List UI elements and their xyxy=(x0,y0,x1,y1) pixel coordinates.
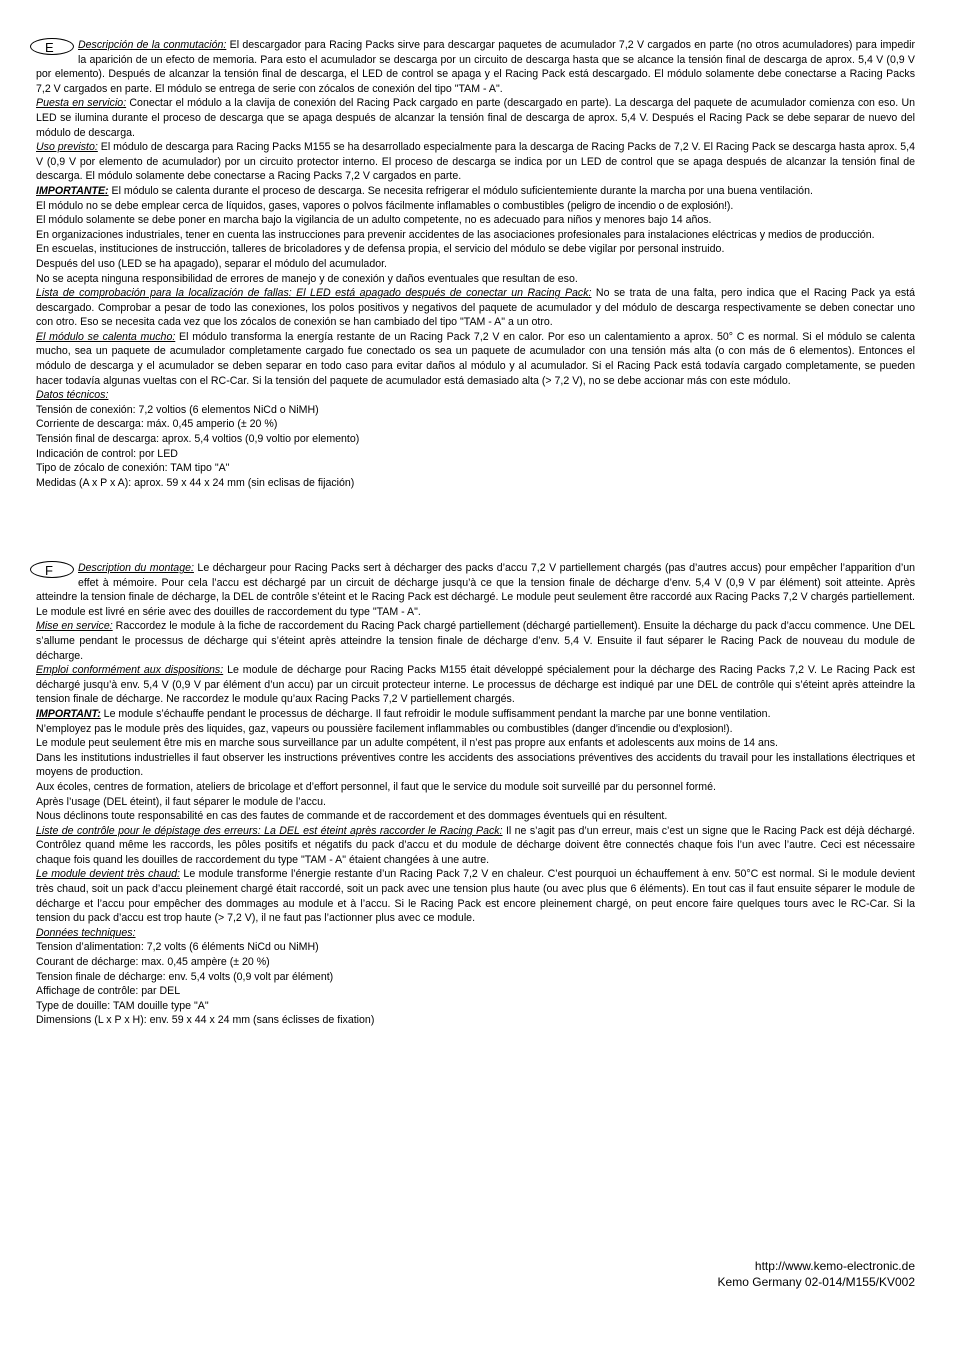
heading-important: IMPORTANT: xyxy=(36,707,101,720)
safety-line-5: Après l’usage (DEL éteint), il faut séparer le module de l’accu. xyxy=(36,795,326,808)
spec-line: Medidas (A x P x A): aprox. 59 x 44 x 24 mm (sin eclisas de fijación) xyxy=(36,476,355,489)
spec-line: Dimensions (L x P x H): env. 59 x 44 x 24 mm (sans éclisses de fixation) xyxy=(36,1014,375,1027)
safety-line-3: Dans les institutions industrielles il faut observer les instructions préventives contre les accidents des associations préventives des accidents du travail pour les installations électriques et moyens de production. xyxy=(36,751,915,779)
language-badge-e: E xyxy=(30,38,74,55)
heading-intended-use: Emploi conformément aux dispositions: xyxy=(36,664,224,677)
text-description: El descargador para Racing Packs sirve para descargar paquetes de acumulador 7,2 V cargados en parte (no otros acumuladores) para impedir la aparición de un efecto de memoria. Para esto el acumulador se descarga por un circuito de descarga hasta que se alcance la tensión final de descarga de aprox. 5,4 V (0,9 V por elemento). Después de alcanzar la tensión final de descarga, el LED de control se apaga y el Racing Pack está descargado. El módulo solamente debe conectarse a Racing Packs 7,2 V cargados en parte. El módulo se entrega de serie con zócalos de conexión del tipo "TAM - A". xyxy=(36,39,915,95)
paragraph-hot-module: El módulo se calenta mucho: El módulo transforma la energía restante de un Racing Pack 7,2 V en calor. Por eso un calentamiento a aprox. 50° C es normal. Si el módulo se calenta mucho, sea un paquete de acumulador completamente cargado fue conectado os sea un paquete de acumulador con una tensión más alta (o con más de 6 elementos). Entonces el módulo de descarga y el acumulador se deben separar en todo caso para evitar daños al módulo y al acumulador. Si el Racing Pack está todavía cargado completamente, se pueden hacer todavía algunas vueltas con el RC-Car. Si la tensión del paquete de acumulador está demasiado alta (> 7,2 V), no se debe accionar más con este módulo. xyxy=(36,330,915,387)
warning-fire-explosion: peligro de incendio o de explosión! xyxy=(570,199,727,212)
heading-startup: Mise en service: xyxy=(36,620,113,633)
emphasis-debe: debe xyxy=(787,111,811,124)
section-spanish xyxy=(36,38,915,490)
heading-important: IMPORTANTE: xyxy=(36,184,109,197)
spec-line: Tensión de conexión: 7,2 voltios (6 elementos NiCd o NiMH) xyxy=(36,403,319,416)
safety-line-1: El módulo no se debe emplear cerca de líquidos, gases, vapores o polvos fácilmente inflamables o combustibles (peligro de incendio o de explosión!). xyxy=(36,199,734,212)
heading-description: Description du montage: xyxy=(78,562,194,574)
paragraph-intended-use: Uso previsto: El módulo de descarga para Racing Packs M155 se ha desarrollado especialmente para la descarga de Racing Packs de 7,2 V. El Racing Pack se descarga hasta aprox. 5,4 V (0,9 V por elemento de acumulador) por un circuito protector interno. El proceso de descarga se indica por un LED de control que se apaga después de alcanzar la tensión final de descarga. El módulo solamente debe conectarse a Racing Packs 7,2 V cargados en parte. xyxy=(36,141,915,183)
document-reference: Kemo Germany 02-014/M155/KV002 xyxy=(717,1275,915,1289)
heading-description: Descripción de la conmutación: xyxy=(78,39,227,51)
paragraph-description: F Description du montage: Le déchargeur pour Racing Packs sert à décharger des packs d’accu 7,2 V partiellement chargés (pas d’autres accus) pour empêcher l’apparition d’un effet à mémoire. Pour cela l’accu est déchargé par un circuit de décharge jusqu’à ce que la tension finale de décharge d’env. 5,4 V (0,9 V par élément) soit atteinte. Après atteindre la tension finale de décharge, la DEL de contrôle s’éteint et le Racing Pack est déchargé. Le module peut seulement être raccordé aux Racing Packs 7,2 V chargés partiellement. Le module est livré en série avec des douilles de raccordement du type "TAM - A". xyxy=(36,561,915,619)
spec-line: Indicación de control: por LED xyxy=(36,447,178,460)
emphasis-faut: faut xyxy=(646,634,664,647)
language-badge-f: F xyxy=(30,561,74,578)
spec-line: Tensión final de descarga: aprox. 5,4 voltios (0,9 voltio por elemento) xyxy=(36,433,360,446)
heading-technical-data: Datos técnicos: xyxy=(36,389,109,402)
heading-checklist: Lista de comprobación para la localización de fallas: El LED está apagado después de conectar un Racing Pack: xyxy=(36,287,592,300)
spec-line: Tipo de zócalo de conexión: TAM tipo "A" xyxy=(36,462,230,475)
paragraph-intended-use: Emploi conformément aux dispositions: Le module de décharge pour Racing Packs M155 était développé spécialement pour la décharge des Racing Packs 7,2 V. Le Racing Pack est déchargé jusqu’à env. 5,4 V (0,9 V par élément d’un accu) par un circuit protecteur interne. Le processus de décharge est indiqué par une DEL de contrôle qui s’éteint après atteindre la tension finale de décharge. Ne raccordez le module qu’aux Racing Packs 7,2 V partiellement chargés. xyxy=(36,664,915,706)
heading-hot-module: Le module devient très chaud: xyxy=(36,868,180,881)
website-url: http://www.kemo-electronic.de xyxy=(754,1259,915,1273)
paragraph-description xyxy=(36,38,915,96)
safety-line-2: El módulo solamente se debe poner en marcha bajo la vigilancia de un adulto competente, no es adecuado para niños y menores bajo 14 años. xyxy=(36,214,712,227)
safety-line-5: Después del uso (LED se ha apagado), separar el módulo del acumulador. xyxy=(36,257,387,270)
safety-line-2: Le module peut seulement être mis en marche sous surveillance par un adulte compétent, il n’est pas propre aux enfants et adolescents aux moins de 14 ans. xyxy=(36,737,778,750)
paragraph-checklist: Lista de comprobación para la localización de fallas: El LED está apagado después de conectar un Racing Pack: No se trata de una falta, pero indica que el Racing Pack ya está descargado. Comprobar a pesar de todo las conexiones, los polos positivos y negativos del paquete de acumulador y del módulo de descarga respectivamente se deben conectar uno con otro. Eso se necesita cada vez que los zócalos de conexión se han cambiado del tipo "TAM - A" a un otro. xyxy=(36,287,915,329)
paragraph-hot-module: Le module devient très chaud: Le module transforme l’énergie restante d’un Racing Pack 7,2 V en chaleur. C’est pourquoi un échauffement à env. 50°C est normal. Si le module devient très chaud, soit un pack d’accu pleinement chargé était raccordé, soit un pack avec une tension plus haute (ou avec plus que 6 éléments). En tout cas il faut ensuite séparer le module de décharge et l’accu pour empêcher des dommages au module et à l’accu. Si le Racing Pack est encore pleinement chargé, on peut encore faire quelques tours avec le RC-Car. Si la tension du pack d’accu est trop haute (> 7,2 V), il ne faut pas l’actionner plus avec ce module. xyxy=(36,868,915,925)
paragraph-startup: Puesta en servicio: Conectar el módulo a la clavija de conexión del Racing Pack cargado en parte (descargado en parte). La descarga del paquete de acumulador comienza con eso. Un LED se ilumina durante el proceso de descarga que se apaga después de alcanzar la tensión final de descarga de aprox. 5,4 V. Después el Racing Pack se debe separar de nuevo del módulo de descarga. xyxy=(36,97,915,139)
safety-line-6: No se acepta ninguna responsibilidad de errores de manejo y de conexión y daños eventuales que resultan de eso. xyxy=(36,272,578,285)
paragraph-startup: Mise en service: Raccordez le module à la fiche de raccordement du Racing Pack chargé partiellement (déchargé partiellement). Ensuite la décharge du pack d’accu commence. Une DEL s’allume pendant le processus de décharge qui s’éteint après atteindre la tension finale de décharge d’env. 5,4 V. Ensuite il faut séparer le Racing Pack de nouveau du module de décharge. xyxy=(36,620,915,662)
paragraph-important: IMPORTANTE: El módulo se calenta durante el proceso de descarga. Se necesita refrigerar el módulo suficientemiente durante la marcha por una buena ventilación. xyxy=(36,184,813,197)
spec-line: Tension d’alimentation: 7,2 volts (6 éléments NiCd ou NiMH) xyxy=(36,941,319,954)
heading-startup: Puesta en servicio: xyxy=(36,97,127,110)
paragraph-checklist: Liste de contrôle pour le dépistage des erreurs: La DEL est éteint après raccorder le Racing Pack: Il ne s’agit pas d’un erreur, mais c’est un signe que le Racing Pack est déjà déchargé. Contrôlez quand même les raccords, les pôles positifs et négatifs du pack d’accu et du module de décharge doivent être connectés chaque fois l’un avec l’autre. Ceci est nécessaire chaque fois quand les douilles de raccordement du type "TAM - A" étaient changées à une autre. xyxy=(36,824,915,866)
heading-checklist: Liste de contrôle pour le dépistage des erreurs: La DEL est éteint après raccorder le Racing Pack: xyxy=(36,824,503,837)
spec-line: Type de douille: TAM douille type "A" xyxy=(36,999,209,1012)
safety-line-6: Nous déclinons toute responsabilité en cas des fautes de commande et de raccordement et des dommages éventuels qui en résultent. xyxy=(36,810,668,823)
spec-line: Courant de décharge: max. 0,45 ampère (± 20 %) xyxy=(36,956,270,969)
heading-intended-use: Uso previsto: xyxy=(36,141,98,154)
safety-line-4: En escuelas, instituciones de instrucción, talleres de bricoladores y de defensa propia, el servicio del módulo se debe vigilar por personal instruido. xyxy=(36,243,725,256)
section-french xyxy=(36,561,915,1028)
safety-line-4: Aux écoles, centres de formation, ateliers de bricolage et d’effort personnel, il faut que le service du module soit surveillé par du personnel formé. xyxy=(36,780,716,793)
warning-fire-explosion: danger d’incendie ou d’explosion! xyxy=(575,722,727,735)
heading-hot-module: El módulo se calenta mucho: xyxy=(36,330,176,343)
paragraph-important: IMPORTANT: Le module s’échauffe pendant le processus de décharge. Il faut refroidir le module suffisamment pendant la marche par une bonne ventilation. xyxy=(36,707,771,720)
footer xyxy=(718,1258,915,1290)
spec-line: Corriente de descarga: máx. 0,45 amperio (± 20 %) xyxy=(36,418,278,431)
heading-technical-data: Données techniques: xyxy=(36,926,136,939)
safety-line-3: En organizaciones industriales, tener en cuenta las instrucciones para prevenir accidentes de las asociaciones profesionales para instalaciones eléctricas y medios de producción. xyxy=(36,228,875,241)
spec-line: Tension finale de décharge: env. 5,4 volts (0,9 volt par élément) xyxy=(36,970,334,983)
safety-line-1: N’employez pas le module près des liquides, gaz, vapeurs ou poussière facilement inflammables ou combustibles (danger d’incendie ou d’explosion!). xyxy=(36,722,733,735)
spec-line: Affichage de contrôle: par DEL xyxy=(36,985,181,998)
